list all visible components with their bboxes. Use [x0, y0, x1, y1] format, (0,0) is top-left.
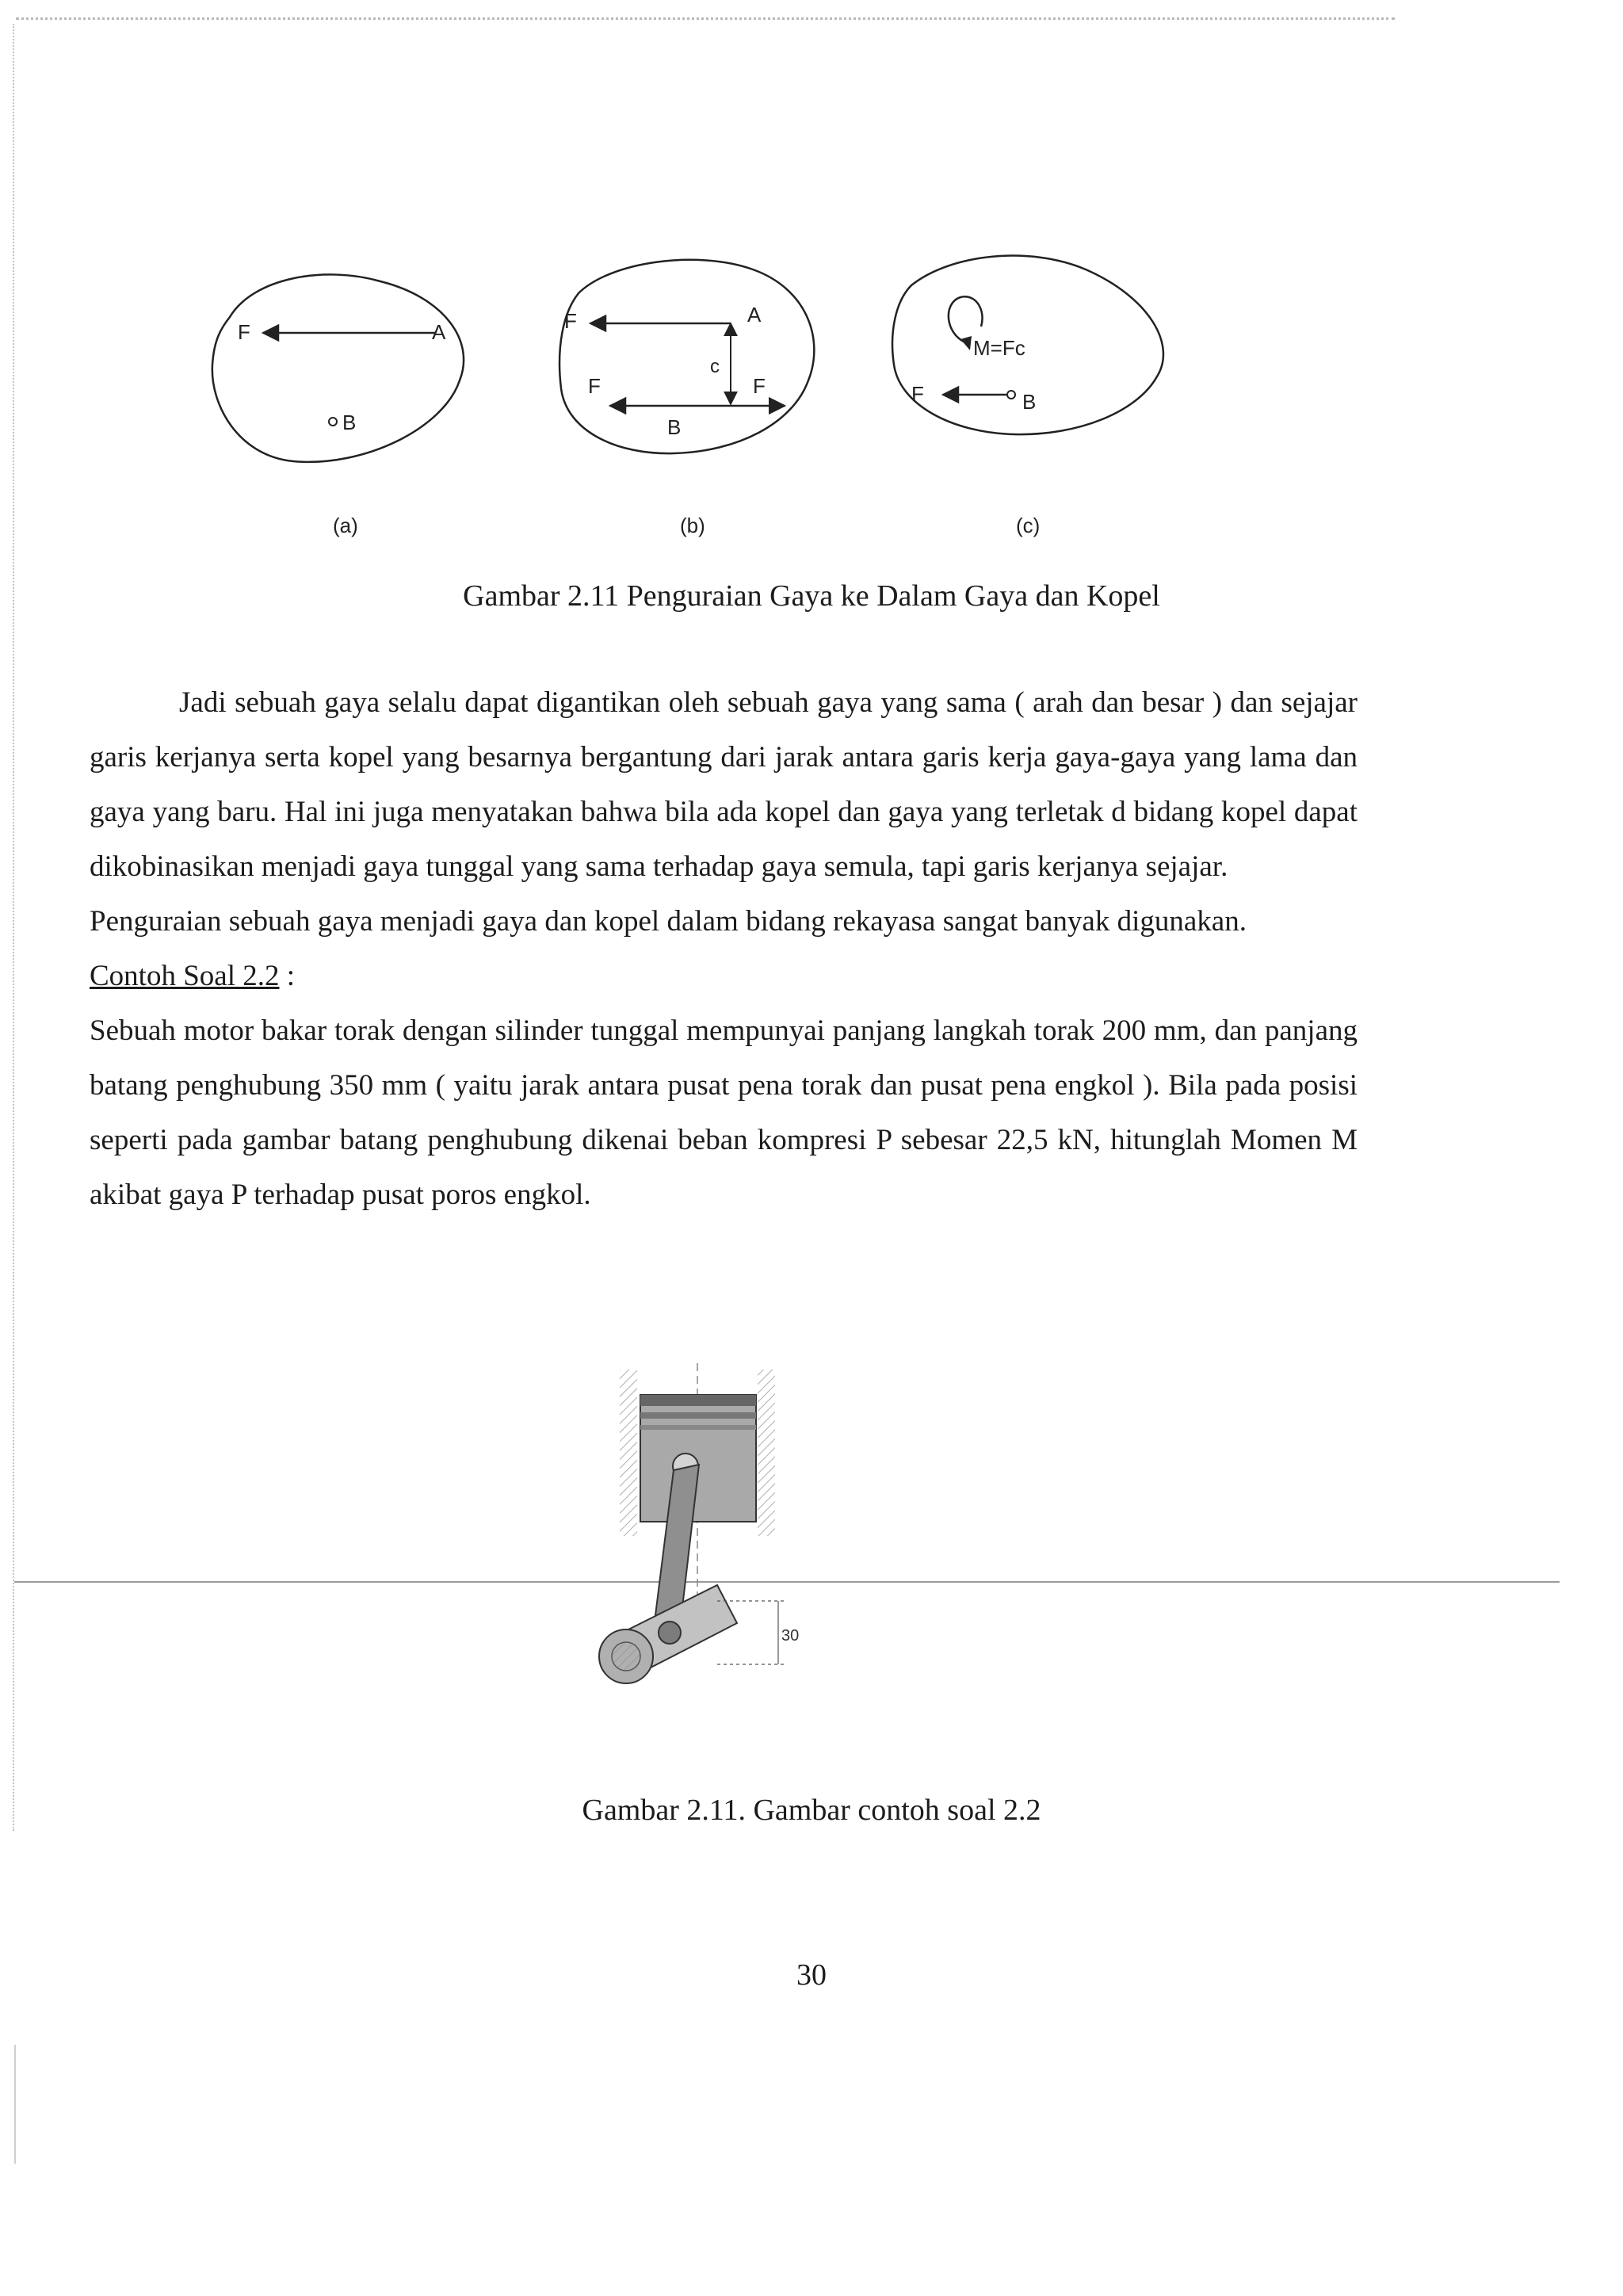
figure1-caption: Gambar 2.11 Penguraian Gaya ke Dalam Gaya dan Kopel: [463, 579, 1160, 613]
dimension-label: 30: [781, 1627, 800, 1645]
point-b-marker-c: [1007, 391, 1015, 399]
force-couple-figure: [206, 254, 1197, 483]
point-b-marker-a: [329, 418, 337, 426]
cylinder-wall-right: [758, 1370, 775, 1536]
example-heading-colon: :: [279, 960, 296, 992]
force-label-c: F: [911, 382, 924, 406]
page-number: 30: [796, 1958, 827, 1992]
cylinder-wall-left: [620, 1370, 637, 1536]
piston-ring-1: [640, 1395, 756, 1406]
moment-label-c: M=Fc: [973, 336, 1025, 360]
point-b-label-b: B: [667, 415, 682, 439]
example-heading-line: [90, 949, 1358, 1003]
force-left-label-b: F: [588, 374, 601, 398]
crank-pin: [659, 1622, 681, 1644]
paragraph-2: Penguraian sebuah gaya menjadi gaya dan kopel dalam bidang rekayasa sangat banyak digunakan.: [90, 905, 1247, 938]
point-b-label-a: B: [342, 411, 357, 434]
scan-edge-top: [16, 17, 1395, 20]
point-a-label-a: A: [432, 320, 446, 344]
figure2-caption: Gambar 2.11. Gambar contoh soal 2.2: [582, 1794, 1041, 1827]
scan-edge-left-lower: [14, 2045, 16, 2164]
panel-b-label: (b): [680, 514, 705, 537]
force-label-a: F: [238, 320, 250, 344]
piston-connecting-rod-figure: [547, 1308, 864, 1720]
point-b-label-c: B: [1022, 390, 1037, 414]
force-top-label-b: F: [564, 309, 577, 333]
paragraph-1: Jadi sebuah gaya selalu dapat digantikan oleh sebuah gaya yang sama ( arah dan besar ) dan sejajar garis kerjanya serta kopel yang besarnya bergantung dari jarak antara garis kerja gaya-gaya yang lama dan gaya yang baru. Hal ini juga menyatakan bahwa bila ada kopel dan gaya yang terletak d bidang kopel dapat dikobinasikan menjadi gaya tunggal yang sama terhadap gaya semula, tapi garis kerjanya sejajar.: [90, 686, 1358, 883]
body-outline-b: [559, 260, 814, 453]
panel-a-label: (a): [333, 514, 358, 537]
body-text: [90, 675, 1358, 1222]
body-outline-a: [212, 274, 464, 461]
panel-a-diagram: [212, 274, 464, 461]
example-heading: Contoh Soal 2.2: [90, 960, 280, 992]
point-a-label-b: A: [747, 303, 762, 327]
moment-arrowhead-c: [960, 336, 972, 350]
piston-ring-2: [640, 1412, 756, 1419]
panel-b-diagram: [559, 260, 814, 453]
scan-edge-left: [13, 24, 14, 1831]
piston-ring-3: [640, 1425, 756, 1430]
distance-label-b: c: [710, 356, 720, 377]
panel-c-label: (c): [1016, 514, 1041, 537]
force-right-label-b: F: [753, 374, 766, 398]
paragraph-3: Sebuah motor bakar torak dengan silinder tunggal mempunyai panjang langkah torak 200 mm, dan panjang batang penghubung 350 mm ( yaitu jarak antara pusat pena torak dan pusat pena engkol ). Bila pada posisi seperti pada gambar batang penghubung dikenai beban kompresi P sebesar 22,5 kN, hitunglah Momen M akibat gaya P terhadap pusat poros engkol.: [90, 1014, 1358, 1211]
crankshaft-center: [612, 1642, 640, 1671]
panel-c-diagram: [892, 256, 1163, 435]
